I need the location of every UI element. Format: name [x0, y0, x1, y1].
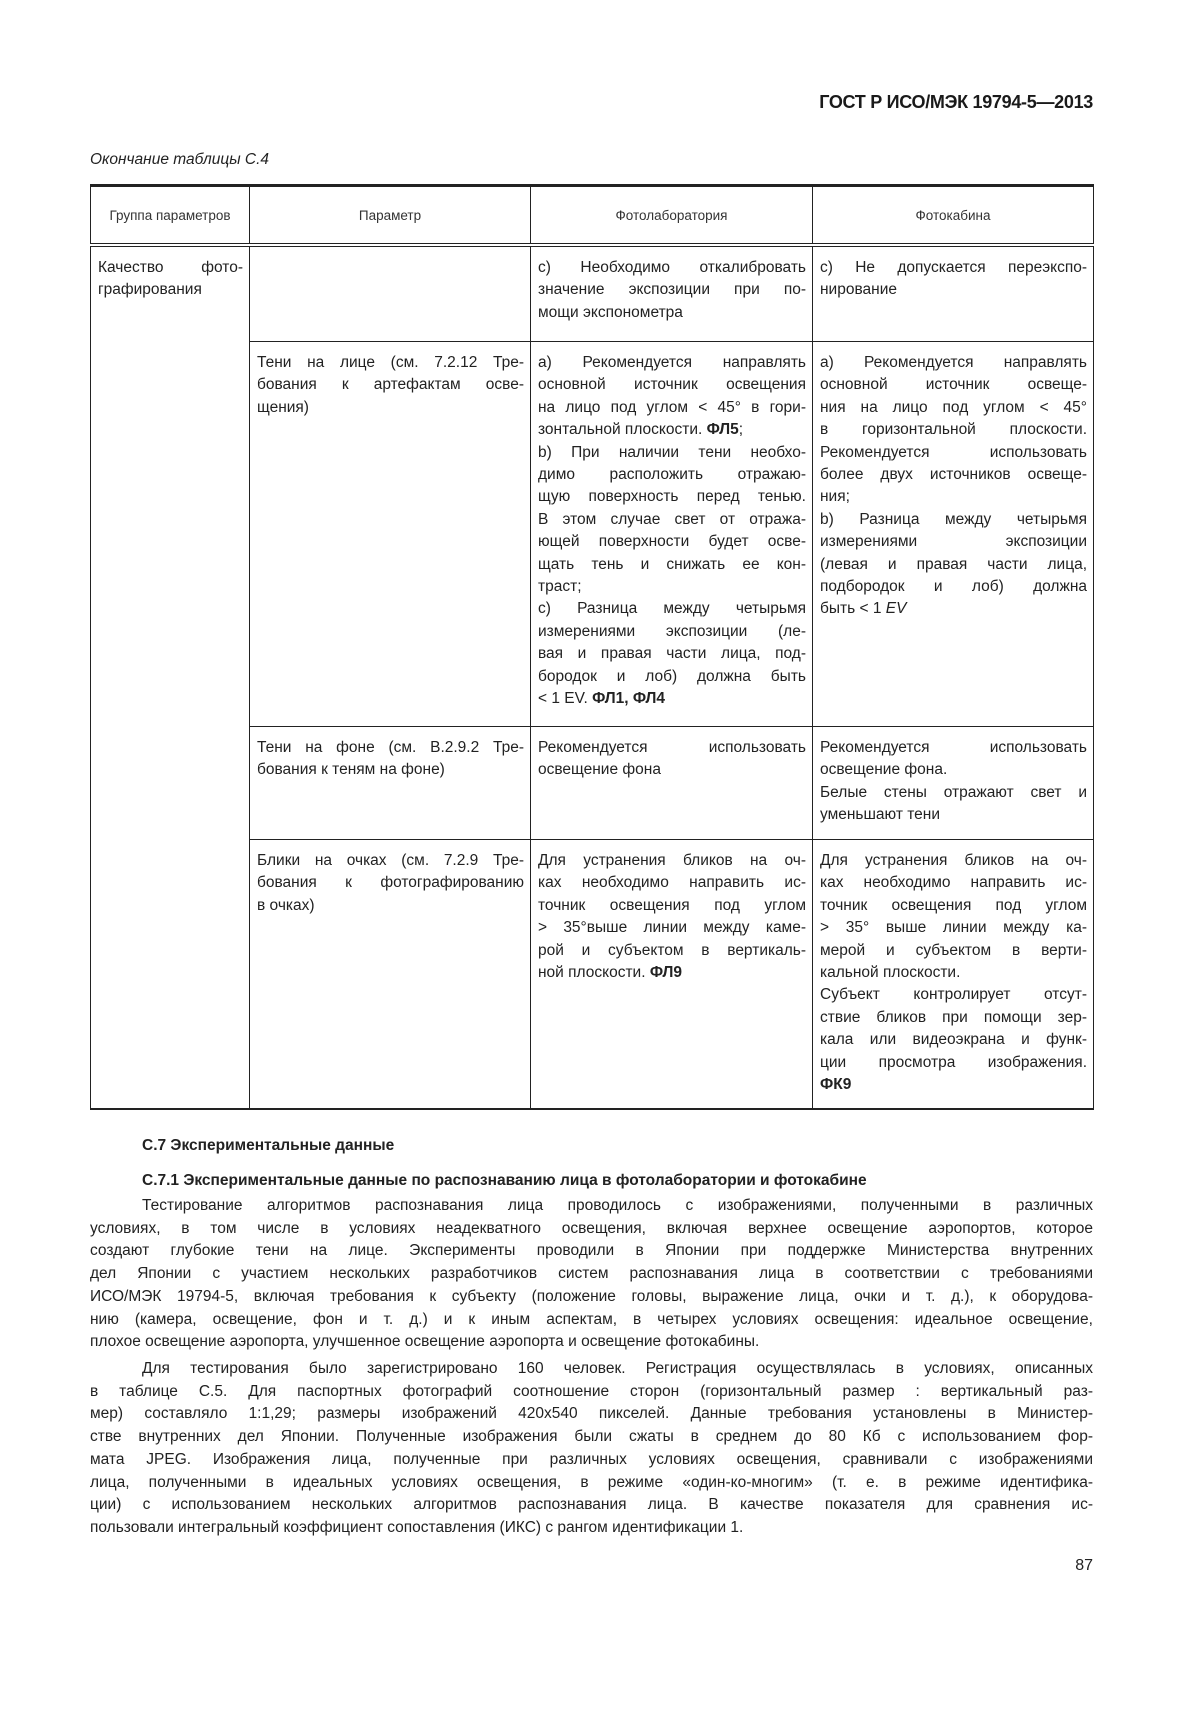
text-line: Для тестирования было зарегистрировано 160 человек. Регистрация осуществлялась в условиях, описанных: [142, 1360, 1093, 1377]
text-line: в очках): [257, 896, 315, 914]
text-line: с) Разница между четырьмя: [538, 600, 806, 618]
text-line: графирования: [98, 281, 202, 299]
column-header-group: Группа параметров: [91, 186, 250, 246]
column-header-booth: Фотокабина: [813, 186, 1094, 246]
table-row: [91, 245, 1094, 342]
text-line: точник освещения под углом: [538, 896, 806, 914]
text-line: ния;: [820, 488, 850, 506]
text-line: ции) с использованием нескольких алгоритмов распознавания лица. В качестве показателя для сравнения ис-: [90, 1496, 1093, 1514]
cell-lab: [531, 840, 813, 1110]
text-line: с) Не допускается переэкспо-: [820, 259, 1087, 276]
text-line: в горизонтальной плоскости.: [820, 421, 1087, 439]
cell-parameter: [250, 840, 531, 1110]
table-caption: Окончание таблицы С.4: [90, 151, 270, 168]
text-line: кальной плоскости.: [820, 964, 961, 982]
text-line: а) Рекомендуется направлять: [820, 354, 1087, 371]
text-line: В этом случае свет от отража-: [538, 510, 806, 528]
text-segment: ной плоскости.: [538, 964, 650, 982]
text-line: мер) составляло 1:1,29; размеры изображений 420х540 пикселей. Данные требования установлены в Министер-: [90, 1405, 1093, 1423]
reference-code: ФЛ1, ФЛ4: [592, 690, 666, 708]
text-line: создают глубокие тени на лице. Эксперименты проводили в Японии при поддержке Министерства внутренних: [90, 1242, 1093, 1260]
text-line: стве внутренних дел Японии. Полученные изображения были сжаты в среднем до 80 Кб с использованием фор-: [90, 1428, 1093, 1446]
text-line: вая и правая части лица, под-: [538, 645, 806, 663]
text-line: условиях, в том числе в условиях неадекватного освещения, включая верхнее освещение аэропортов, которое: [90, 1219, 1093, 1237]
text-line: щения): [257, 398, 309, 416]
text-line: значение экспозиции при по-: [538, 281, 806, 299]
reference-code: ФК9: [820, 1076, 852, 1094]
text-line: ния на лицо под углом < 45°: [820, 398, 1087, 416]
text-line: нию (камера, освещение, фон и т. д.) и к иным аспектам, в четырех условиях освещения: идеальное освещение,: [90, 1310, 1093, 1328]
text-line: лица, полученными в идеальных условиях освещения, в режиме «один-ко-многим» (т. е. в режиме идентифика-: [90, 1473, 1093, 1491]
text-line: освещение фона.: [820, 761, 948, 779]
text-line: рой и субъектом в вертикаль-: [538, 941, 806, 959]
text-line: мерой и субъектом в верти-: [820, 941, 1087, 959]
text-line: ющей поверхности будет осве-: [538, 533, 806, 551]
text-line: подбородок и лоб) должна: [820, 578, 1087, 596]
text-line: Рекомендуется использовать: [820, 739, 1087, 756]
table-header-row: [91, 186, 1094, 246]
text-line: с) Необходимо откалибровать: [538, 259, 806, 276]
text-line: бородок и лоб) должна быть: [538, 667, 806, 685]
cell-parameter: [250, 342, 531, 727]
cell-lab: [531, 727, 813, 840]
text-line: мощи экспонометра: [538, 303, 683, 321]
text-line: Для устранения бликов на оч-: [820, 852, 1087, 869]
text-line: кала или видеоэкрана и функ-: [820, 1031, 1087, 1049]
text-line: а) Рекомендуется направлять: [538, 354, 806, 371]
text-line: [820, 598, 1087, 620]
text-line: Блики на очках (см. 7.2.9 Тре-: [257, 852, 524, 869]
text-line: Белые стены отражают свет и: [820, 783, 1087, 801]
text-line: дел Японии с участием нескольких разработчиков систем распознавания лица в соответствии с требованиями: [90, 1265, 1093, 1283]
text-line: точник освещения под углом: [820, 896, 1087, 914]
text-line: [820, 1074, 1087, 1096]
text-segment: < 1 EV.: [538, 690, 593, 708]
text-line: димо расположить отражаю-: [538, 466, 806, 484]
document-header: ГОСТ Р ИСО/МЭК 19794-5—2013: [819, 92, 1093, 112]
text-line: ствие бликов при помощи зер-: [820, 1008, 1087, 1026]
text-line: ции просмотра изображения.: [820, 1053, 1087, 1071]
text-line: нирование: [820, 281, 897, 299]
text-line: щать тень и снижать ее кон-: [538, 555, 806, 573]
text-line: плохое освещение аэропорта, улучшенное освещение аэропорта и освещение фотокабины.: [90, 1333, 760, 1351]
text-line: [538, 419, 806, 441]
cell-lab: [531, 245, 813, 342]
cell-parameter: [250, 727, 531, 840]
text-line: b) Разница между четырьмя: [820, 510, 1087, 528]
text-line: > 35°выше линии между каме-: [538, 919, 806, 937]
text-line: более двух источников освеще-: [820, 466, 1087, 484]
text-line: бования к теням на фоне): [257, 761, 445, 779]
text-line: измерениями экспозиции (ле-: [538, 622, 806, 640]
text-line: Субъект контролирует отсут-: [820, 986, 1087, 1004]
text-line: основной источник освеще-: [820, 376, 1087, 394]
text-line: Рекомендуется использовать: [538, 739, 806, 756]
text-line: мата JPEG. Изображения лица, полученные при различных условиях освещения, сравнивали с изображениями: [90, 1450, 1093, 1468]
text-segment: ;: [738, 421, 744, 439]
text-segment: зонтальной плоскости.: [538, 421, 707, 439]
text-line: ках необходимо направить ис-: [538, 874, 806, 892]
text-line: [538, 962, 806, 984]
cell-parameter: [250, 245, 531, 342]
cell-group: [91, 245, 250, 1109]
text-line: основной источник освещения: [538, 376, 806, 394]
cell-booth: [813, 840, 1094, 1110]
text-line: Тестирование алгоритмов распознавания лица проводилось с изображениями, полученными в различных: [142, 1197, 1093, 1214]
cell-lab: [531, 342, 813, 727]
column-header-parameter: Параметр: [250, 186, 531, 246]
column-header-lab: Фотолаборатория: [531, 186, 813, 246]
page-number: 87: [1075, 1557, 1093, 1574]
text-line: Качество фото-: [98, 259, 243, 276]
text-line: траст;: [538, 578, 582, 596]
requirements-table: [90, 184, 1094, 1110]
text-line: измерениями экспозиции: [820, 533, 1087, 551]
text-line: ках необходимо направить ис-: [820, 874, 1087, 892]
text-line: Рекомендуется использовать: [820, 443, 1087, 461]
text-line: > 35° выше линии между ка-: [820, 919, 1087, 937]
text-line: бования к артефактам осве-: [257, 376, 524, 394]
text-line: уменьшают тени: [820, 806, 940, 824]
subsection-heading: С.7.1 Экспериментальные данные по распознаванию лица в фотолаборатории и фотокабине: [142, 1172, 867, 1189]
text-line: b) При наличии тени необхо-: [538, 443, 806, 461]
text-line: пользовали интегральный коэффициент сопоставления (ИКС) с рангом идентификации 1.: [90, 1518, 744, 1536]
body-paragraph: [90, 1195, 1093, 1354]
reference-code: ФЛ5: [706, 421, 739, 439]
cell-booth: [813, 342, 1094, 727]
text-line: [538, 688, 806, 710]
text-line: освещение фона: [538, 761, 661, 779]
text-line: бования к фотографированию: [257, 874, 524, 892]
text-line: ИСО/МЭК 19794-5, включая требования к субъекту (положение головы, выражение лица, очки и т. д.), к оборудова-: [90, 1287, 1093, 1305]
body-paragraph: [90, 1358, 1093, 1540]
cell-booth: [813, 245, 1094, 342]
text-line: (левая и правая части лица,: [820, 555, 1087, 573]
text-segment: быть < 1: [820, 600, 886, 618]
unit-text: EV: [885, 600, 907, 618]
text-line: в таблице С.5. Для паспортных фотографий соотношение сторон (горизонтальный размер : вертикальный раз-: [90, 1382, 1093, 1400]
section-heading: С.7 Экспериментальные данные: [142, 1137, 395, 1154]
text-line: Тени на лице (см. 7.2.12 Тре-: [257, 354, 524, 371]
reference-code: ФЛ9: [649, 964, 682, 982]
text-line: Тени на фоне (см. B.2.9.2 Тре-: [257, 739, 524, 756]
text-line: на лицо под углом < 45° в гори-: [538, 398, 806, 416]
cell-booth: [813, 727, 1094, 840]
text-line: Для устранения бликов на оч-: [538, 852, 806, 869]
text-line: щую поверхность перед тенью.: [538, 488, 806, 506]
